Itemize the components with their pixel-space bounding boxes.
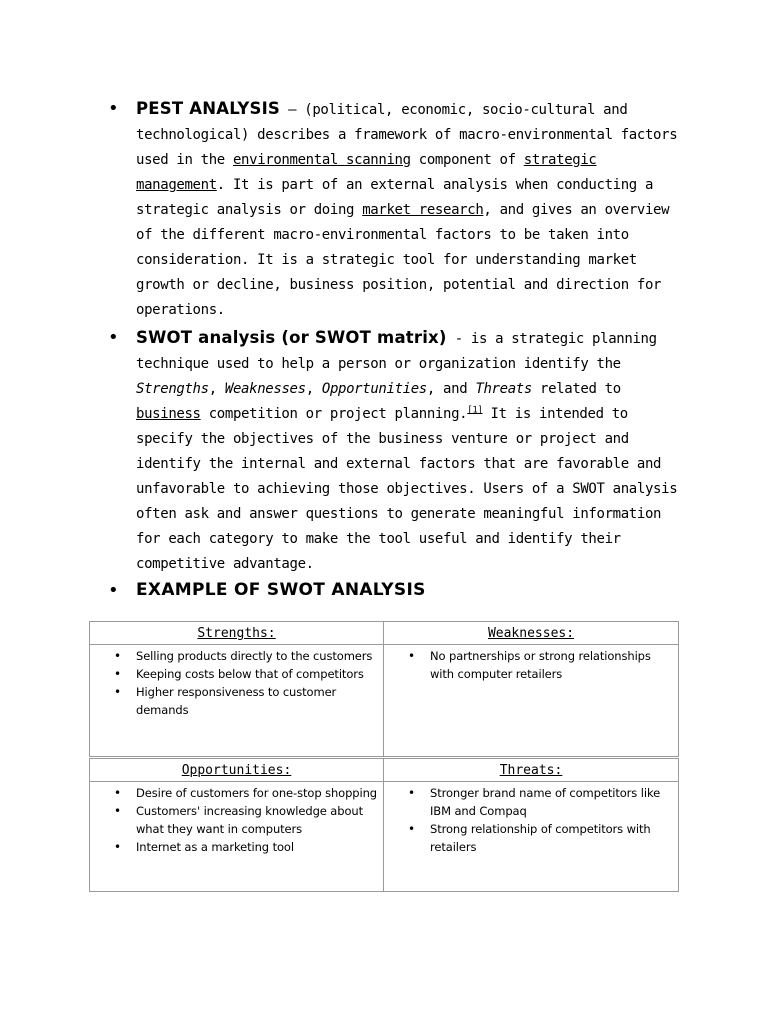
threats-header: Threats: [384, 758, 679, 782]
swot-paragraph [136, 325, 688, 577]
list-item: • Stronger brand name of competitors like IBM and Compaq [430, 784, 672, 820]
pest-text-1: (political, economic, socio-cultural and technological) describes a framework of macro-environmental factors used in the [136, 102, 678, 168]
bullet: • [108, 580, 119, 601]
swot-table-bottom [89, 758, 679, 892]
bullet: • [108, 327, 119, 348]
swot-heading: SWOT analysis (or SWOT matrix) [136, 328, 447, 347]
swot-text-5: related to [531, 381, 621, 397]
list-item: • Selling products directly to the customers [136, 647, 377, 665]
swot-text-3: , [305, 381, 322, 397]
swot-text-4: , and [426, 381, 476, 397]
opportunities-list [96, 784, 377, 856]
threats-list [390, 784, 672, 856]
swot-section [108, 325, 688, 577]
opportunities-cell [89, 782, 384, 892]
pest-paragraph [136, 96, 688, 323]
link-market-research[interactable]: market research [362, 202, 484, 218]
pest-section [108, 96, 688, 323]
pest-text-2: component of [410, 152, 524, 168]
link-business[interactable]: business [136, 406, 201, 422]
swot-strengths-term: Strengths [136, 381, 209, 397]
list-item: • Desire of customers for one-stop shopping [136, 784, 377, 802]
bullet: • [108, 98, 119, 119]
weaknesses-list [390, 647, 672, 683]
list-item: • Higher responsiveness to customer demands [136, 683, 377, 719]
swot-text-2: , [208, 381, 225, 397]
link-environmental-scanning[interactable]: environmental scanning [232, 152, 411, 168]
swot-weaknesses-term: Weaknesses [224, 381, 306, 397]
reference-link[interactable]: [1] [467, 405, 483, 416]
list-item: • Customers' increasing knowledge about what they want in computers [136, 802, 377, 838]
pest-text-3: . It is part of an external analysis when conducting a strategic analysis or doing [136, 177, 654, 218]
example-heading: EXAMPLE OF SWOT ANALYSIS [136, 580, 426, 600]
list-item: • No partnerships or strong relationships with computer retailers [430, 647, 672, 683]
swot-text-7: It is intended to specify the objectives of the business venture or project and identify the internal and external factors that are favorable and unfavorable to achieving those objectives. Users of a SWOT analysis often ask and answer questions to generate meaningful information for each category to make the tool useful and identify their competitive advantage. [136, 406, 678, 572]
list-item: • Strong relationship of competitors with retailers [430, 820, 672, 856]
pest-heading: PEST ANALYSIS [136, 99, 280, 118]
list-item: • Internet as a marketing tool [136, 838, 377, 856]
opportunities-header: Opportunities: [89, 758, 384, 782]
list-item: • Keeping costs below that of competitors [136, 665, 377, 683]
swot-text-1: - is a strategic planning technique used to help a person or organization identify the [136, 331, 657, 372]
swot-text-6: competition or project planning. [200, 406, 468, 422]
swot-threats-term: Threats [475, 381, 532, 397]
link-strategic-management[interactable]: strategic management [136, 152, 597, 193]
threats-cell [384, 782, 679, 892]
swot-table-top [89, 621, 679, 757]
weaknesses-cell [384, 645, 679, 757]
strengths-cell [89, 645, 384, 757]
pest-dash: – [280, 102, 305, 118]
strengths-header: Strengths: [89, 621, 384, 645]
pest-text-4: , and gives an overview of the different macro-environmental factors to be taken into consideration. It is a strategic tool for understanding market growth or decline, business position, potential and direction for operations. [136, 202, 670, 318]
example-section [108, 578, 688, 603]
swot-opportunities-term: Opportunities [321, 381, 427, 397]
strengths-list [96, 647, 377, 719]
weaknesses-header: Weaknesses: [384, 621, 679, 645]
